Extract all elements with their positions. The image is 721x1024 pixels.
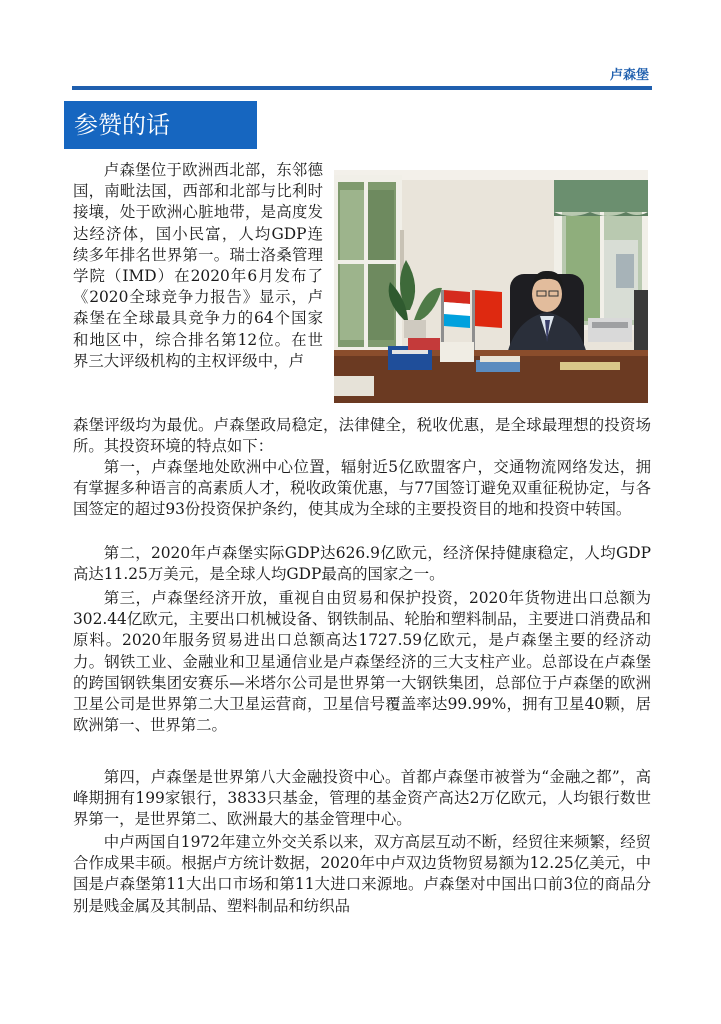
section-title: 参赞的话 [64,101,257,149]
paragraph-third: 第三，卢森堡经济开放，重视自由贸易和保护投资，2020年货物进出口总额为302.44亿欧元，主要出口机械设备、钢铁制品、轮胎和塑料制品，主要进口消费品和原料。2020年服务贸易进出口总额高达1727.59亿欧元，是卢森堡主要的经济动力。钢铁工业、金融业和卫星通信业是卢森堡经济的三大支柱产业。总部设在卢森堡的跨国钢铁集团安赛乐—米塔尔公司是世界第一大钢铁集团，总部位于卢森堡的欧洲卫星公司是世界第二大卫星运营商，卫星信号覆盖率达99.99%，拥有卫星40颗，居欧洲第一、世界第二。 [73,589,651,735]
running-head: 卢森堡 [609,68,649,83]
intro-paragraph-continued: 森堡评级均为最优。卢森堡政局稳定，法律健全，税收优惠，是全球最理想的投资场所。其投资环境的特点如下： [73,416,651,456]
counselor-photo [334,170,648,403]
paragraph-fourth: 第四，卢森堡是世界第八大金融投资中心。首都卢森堡市被誉为“金融之都”，高峰期拥有199家银行，3833只基金，管理的基金资产高达2万亿欧元，人均银行数世界第一，是世界第二、欧洲最大的基金管理中心。 [73,768,651,829]
paragraph-first: 第一，卢森堡地处欧洲中心位置，辐射近5亿欧盟客户，交通物流网络发达，拥有掌握多种语言的高素质人才，税收政策优惠，与77国签订避免双重征税协定，与各国签定的超过93份投资保护条约，使其成为全球的主要投资目的地和投资中转国。 [73,458,651,519]
paragraph-second: 第二，2020年卢森堡实际GDP达626.9亿欧元，经济保持健康稳定，人均GDP高达11.25万美元，是全球人均GDP最高的国家之一。 [73,544,651,584]
paragraph-bilateral: 中卢两国自1972年建立外交关系以来，双方高层互动不断，经贸往来频繁，经贸合作成果丰硕。根据卢方统计数据，2020年中卢双边货物贸易额为12.25亿美元，中国是卢森堡第11大出口市场和第11大进口来源地。卢森堡对中国出口前3位的商品分别是贱金属及其制品、塑料制品和纺织品 [73,833,651,915]
intro-paragraph: 卢森堡位于欧洲西北部，东邻德国，南毗法国，西部和北部与比利时接壤，处于欧洲心脏地带，是高度发达经济体，国小民富，人均GDP连续多年排名世界第一。瑞士洛桑管理学院（IMD）在2020年6月发布了《2020全球竞争力报告》显示，卢森堡在全球最具竞争力的64个国家和地区中，综合排名第12位。在世界三大评级机构的主权评级中，卢 [73,161,323,370]
header-rule [72,86,652,90]
